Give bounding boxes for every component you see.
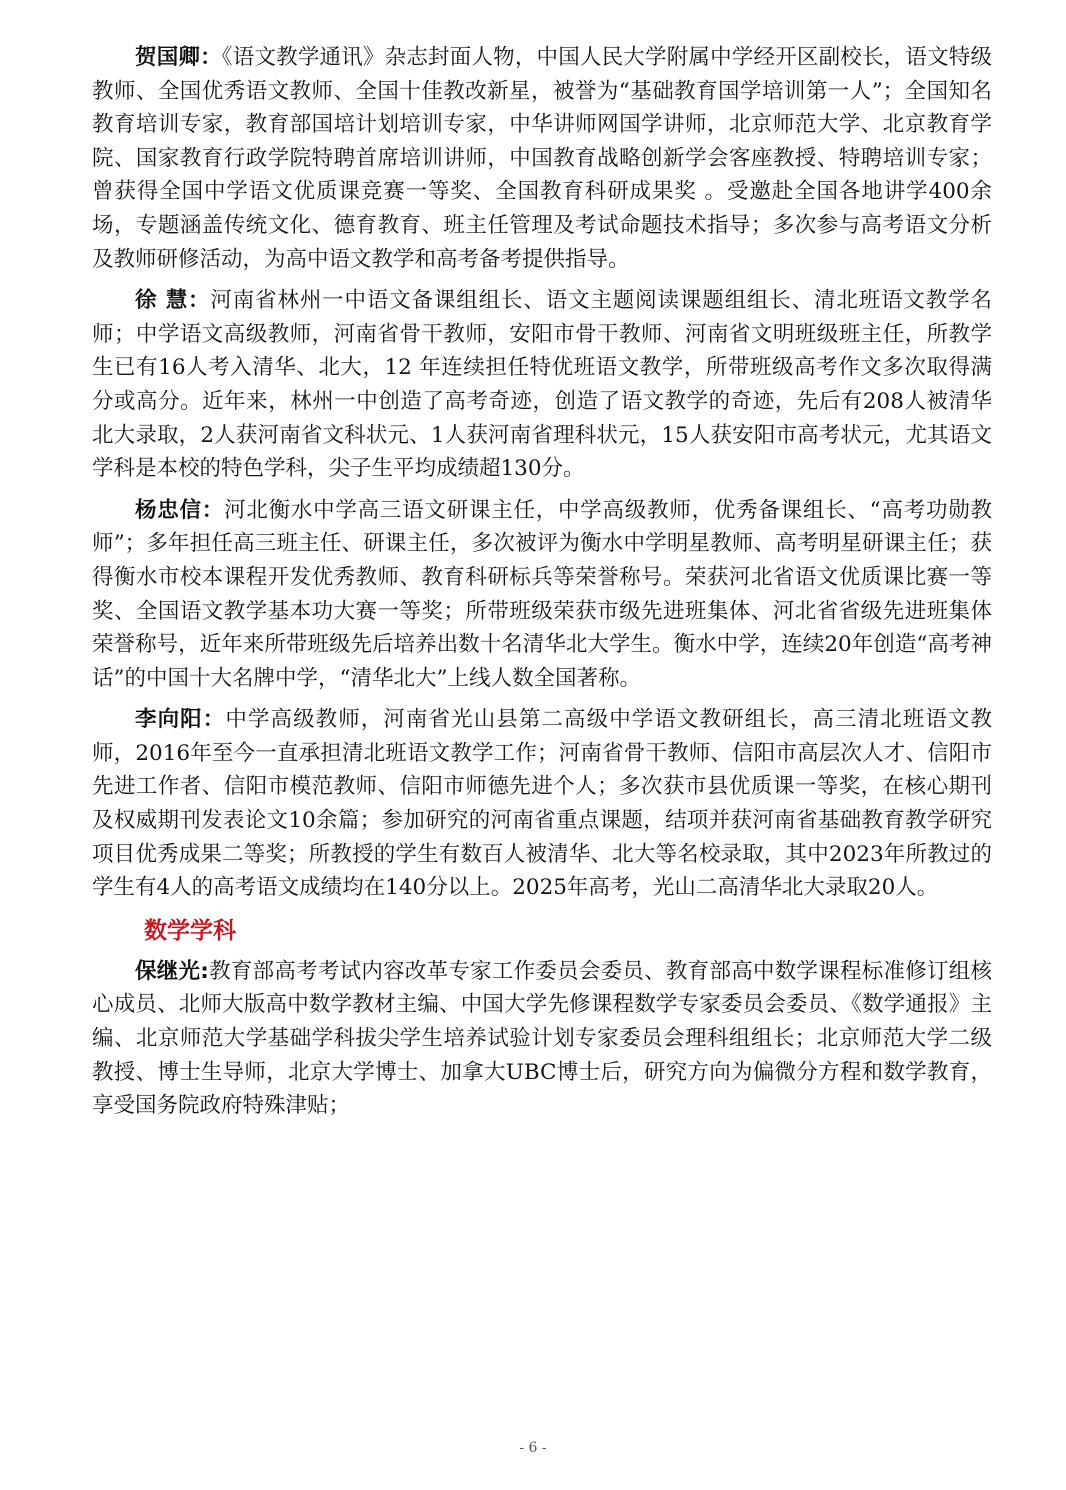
person-name: 李向阳： <box>135 707 226 733</box>
document-body <box>92 41 992 1131</box>
bio-text: 河北衡水中学高三语文研课主任，中学高级教师，优秀备课组长、“高考功勋教师”；多年担任高三班主任、研课主任，多次被评为衡水中学明星教师、高考明星研课主任；获得衡水市校本课程开发优秀教师、教育科研标兵等荣誉称号。荣获河北省语文优质课比赛一等奖、全国语文教学基本功大赛一等奖；所带班级荣获市级先进班集体、河北省省级先进班集体荣誉称号，近年来所带班级先后培养出数十名清华北大学生。衡水中学，连续20年创造“高考神话”的中国十大名牌中学，“清华北大”上线人数全国著称。 <box>92 497 992 691</box>
bio-paragraph-he-guoqing <box>92 41 992 276</box>
bio-text: 河南省林州一中语文备课组组长、语文主题阅读课题组组长、清北班语文教学名师；中学语文高级教师，河南省骨干教师，安阳市骨干教师、河南省文明班级班主任，所教学生已有16人考入清华、北大，12 年连续担任特优班语文教学，所带班级高考作文多次取得满分或高分。近年来，林州一中创造了高考奇迹，创造了语文教学的奇迹，先后有208人被清华北大录取，2人获河南省文科状元、1人获河南省理科状元，15人获安阳市高考状元，尤其语文学科是本校的特色学科，尖子生平均成绩超130分。 <box>92 288 992 482</box>
section-heading-math: 数学学科 <box>144 917 236 944</box>
page-number: - 6 - <box>519 1440 547 1456</box>
person-name: 杨忠信： <box>135 497 225 523</box>
person-name: 保继光: <box>135 958 209 984</box>
bio-paragraph-li-xiangyang <box>92 703 992 905</box>
bio-text: 中学高级教师，河南省光山县第二高级中学语文教研组长，高三清北班语文教师，2016年至今一直承担清北班语文教学工作；河南省骨干教师、信阳市高层次人才、信阳市先进工作者、信阳市模范教师、信阳市师德先进个人；多次获市县优质课一等奖，在核心期刊及权威期刊发表论文10余篇；参加研究的河南省重点课题，结项并获河南省基础教育教学研究项目优秀成果二等奖；所教授的学生有数百人被清华、北大等名校录取，其中2023年所教过的学生有4人的高考语文成绩均在140分以上。2025年高考，光山二高清华北大录取20人。 <box>92 707 992 901</box>
bio-paragraph-xu-hui <box>92 284 992 486</box>
bio-text: 《语文教学通讯》杂志封面人物，中国人民大学附属中学经开区副校长，语文特级教师、全国优秀语文教师、全国十佳教改新星，被誉为“基础教育国学培训第一人”；全国知名教育培训专家，教育部国培计划培训专家，中华讲师网国学讲师，北京师范大学、北京教育学院、国家教育行政学院特聘首席培训讲师，中国教育战略创新学会客座教授、特聘培训专家；曾获得全国中学语文优质课竞赛一等奖、全国教育科研成果奖 。受邀赴全国各地讲学400余场，专题涵盖传统文化、德育教育、班主任管理及考试命题技术指导；多次参与高考语文分析及教师研修活动，为高中语文教学和高考备考提供指导。 <box>92 45 992 272</box>
person-name: 徐 慧： <box>135 288 211 314</box>
bio-paragraph-yang-zhongxin <box>92 494 992 696</box>
bio-text: 教育部高考考试内容改革专家工作委员会委员、教育部高中数学课程标准修订组核心成员、北师大版高中数学教材主编、中国大学先修课程数学专家委员会委员、《数学通报》主编、北京师范大学基础学科拔尖学生培养试验计划专家委员会理科组组长；北京师范大学二级教授、博士生导师，北京大学博士、加拿大UBC博士后，研究方向为偏微分方程和数学教育，享受国务院政府特殊津贴； <box>92 958 992 1119</box>
person-name: 贺国卿： <box>135 45 222 70</box>
bio-paragraph-bao-jiguang <box>92 955 992 1123</box>
